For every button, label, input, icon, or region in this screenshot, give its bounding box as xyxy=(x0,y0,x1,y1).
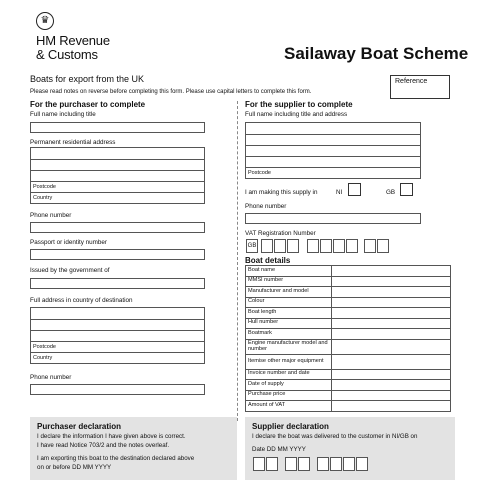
boat-detail-row xyxy=(246,329,451,340)
supply-in-label: I am making this supply in xyxy=(245,189,318,196)
destination-postcode-label: Postcode xyxy=(31,341,204,352)
purchaser-heading: For the purchaser to complete xyxy=(30,100,146,109)
boat-detail-label: Invoice number and date xyxy=(246,369,332,380)
form-instructions: Please read notes on reverse before completing this form. Please use capital letters to complete this form. xyxy=(30,89,312,95)
boat-detail-value[interactable] xyxy=(332,308,451,319)
boat-detail-label: Boat name xyxy=(246,266,332,277)
date-digit[interactable] xyxy=(298,457,310,471)
purchaser-phone2-field[interactable] xyxy=(30,384,205,395)
boat-detail-row xyxy=(246,380,451,391)
boat-detail-value[interactable] xyxy=(332,354,451,369)
boat-detail-value[interactable] xyxy=(332,287,451,298)
supplier-date-label: Date DD MM YYYY xyxy=(252,446,306,453)
vat-digit[interactable] xyxy=(333,239,345,253)
boat-detail-value[interactable] xyxy=(332,380,451,391)
boat-detail-value[interactable] xyxy=(332,276,451,287)
boat-detail-value[interactable] xyxy=(332,266,451,277)
date-digit[interactable] xyxy=(266,457,278,471)
supplier-phone-label: Phone number xyxy=(245,203,287,210)
boat-detail-row xyxy=(246,339,451,354)
date-digit[interactable] xyxy=(330,457,342,471)
date-digit[interactable] xyxy=(343,457,355,471)
supplier-heading: For the supplier to complete xyxy=(245,100,353,109)
purchaser-country-label: Country xyxy=(31,192,204,203)
purchaser-address-label: Permanent residential address xyxy=(30,139,116,146)
gb-checkbox[interactable] xyxy=(400,183,413,196)
boat-detail-row xyxy=(246,390,451,401)
purchaser-name-label: Full name including title xyxy=(30,111,96,118)
boat-detail-row xyxy=(246,369,451,380)
destination-country-label: Country xyxy=(31,352,204,363)
boat-detail-label: Itemise other major equipment xyxy=(246,354,332,369)
form-subtitle: Boats for export from the UK xyxy=(30,74,145,84)
boat-detail-label: Boatmark xyxy=(246,329,332,340)
boat-detail-label: Amount of VAT xyxy=(246,401,332,412)
purchaser-decl-line-1: I declare the information I have given above is correct. xyxy=(37,433,186,440)
passport-field[interactable] xyxy=(30,249,205,260)
boat-details-heading: Boat details xyxy=(245,256,291,265)
boat-detail-value[interactable] xyxy=(332,329,451,340)
issued-by-label: Issued by the government of xyxy=(30,267,110,274)
supplier-decl-line-1: I declare the boat was delivered to the customer in NI/GB on xyxy=(252,433,418,440)
boat-detail-row xyxy=(246,266,451,277)
vat-digit[interactable] xyxy=(287,239,299,253)
boat-detail-value[interactable] xyxy=(332,369,451,380)
boat-detail-row xyxy=(246,318,451,329)
boat-detail-value[interactable] xyxy=(332,318,451,329)
ni-checkbox[interactable] xyxy=(348,183,361,196)
boat-detail-label: Colour xyxy=(246,297,332,308)
boat-detail-label: Purchase price xyxy=(246,390,332,401)
supplier-phone-field[interactable] xyxy=(245,213,421,224)
vat-digit[interactable] xyxy=(274,239,286,253)
boat-detail-label: Date of supply xyxy=(246,380,332,391)
vat-digit[interactable] xyxy=(364,239,376,253)
reference-box[interactable] xyxy=(390,75,450,99)
purchaser-declaration-heading: Purchaser declaration xyxy=(37,422,122,431)
date-digit[interactable] xyxy=(317,457,329,471)
date-digit[interactable] xyxy=(253,457,265,471)
boat-detail-row xyxy=(246,354,451,369)
destination-address-field[interactable] xyxy=(30,307,205,364)
date-digit[interactable] xyxy=(356,457,368,471)
logo-line-1: HM Revenue xyxy=(36,33,110,48)
logo-line-2: & Customs xyxy=(36,47,98,62)
purchaser-name-field[interactable] xyxy=(30,122,205,133)
boat-detail-value[interactable] xyxy=(332,339,451,354)
column-divider xyxy=(237,101,238,421)
boat-detail-label: Boat length xyxy=(246,308,332,319)
purchaser-address-field[interactable] xyxy=(30,147,205,204)
vat-digit[interactable] xyxy=(320,239,332,253)
boat-details-table xyxy=(245,265,451,412)
boat-detail-value[interactable] xyxy=(332,401,451,412)
vat-reg-label: VAT Registration Number xyxy=(245,230,316,237)
vat-digit[interactable] xyxy=(377,239,389,253)
purchaser-decl-line-2: I have read Notice 703/2 and the notes overleaf. xyxy=(37,442,170,449)
boat-detail-row xyxy=(246,308,451,319)
destination-address-label: Full address in country of destination xyxy=(30,297,133,304)
gb-label: GB xyxy=(386,189,396,196)
purchaser-decl-line-3: I am exporting this boat to the destination declared above xyxy=(37,455,195,462)
supplier-declaration-heading: Supplier declaration xyxy=(252,422,329,431)
hmrc-logo xyxy=(36,34,110,62)
issued-by-field[interactable] xyxy=(30,278,205,289)
purchaser-decl-line-4: on or before DD MM YYYY xyxy=(37,464,112,471)
vat-prefix: GB xyxy=(246,239,258,253)
boat-detail-value[interactable] xyxy=(332,297,451,308)
passport-label: Passport or identity number xyxy=(30,239,107,246)
vat-digit[interactable] xyxy=(261,239,273,253)
supplier-postcode-label: Postcode xyxy=(246,167,420,178)
boat-detail-label: Manufacturer and model xyxy=(246,287,332,298)
boat-detail-label: Engine manufacturer model and number xyxy=(246,339,332,354)
boat-detail-label: Hull number xyxy=(246,318,332,329)
purchaser-phone-label: Phone number xyxy=(30,212,72,219)
purchaser-postcode-label: Postcode xyxy=(31,181,204,192)
supplier-declaration xyxy=(245,417,455,480)
boat-detail-row xyxy=(246,401,451,412)
page-title: Sailaway Boat Scheme xyxy=(284,44,469,63)
boat-detail-label: MMSI number xyxy=(246,276,332,287)
supplier-name-label: Full name including title and address xyxy=(245,111,348,118)
vat-digit[interactable] xyxy=(307,239,319,253)
boat-detail-row xyxy=(246,276,451,287)
purchaser-declaration xyxy=(30,417,237,480)
crest-icon: ♛ xyxy=(36,12,54,30)
boat-detail-row xyxy=(246,287,451,298)
date-digit[interactable] xyxy=(285,457,297,471)
boat-detail-value[interactable] xyxy=(332,390,451,401)
ni-label: NI xyxy=(336,189,343,196)
boat-detail-row xyxy=(246,297,451,308)
reference-label: Reference xyxy=(395,78,428,85)
vat-digit[interactable] xyxy=(346,239,358,253)
purchaser-declaration-text xyxy=(37,432,235,472)
purchaser-phone2-label: Phone number xyxy=(30,374,72,381)
purchaser-phone-field[interactable] xyxy=(30,222,205,233)
supplier-address-field[interactable] xyxy=(245,122,421,179)
